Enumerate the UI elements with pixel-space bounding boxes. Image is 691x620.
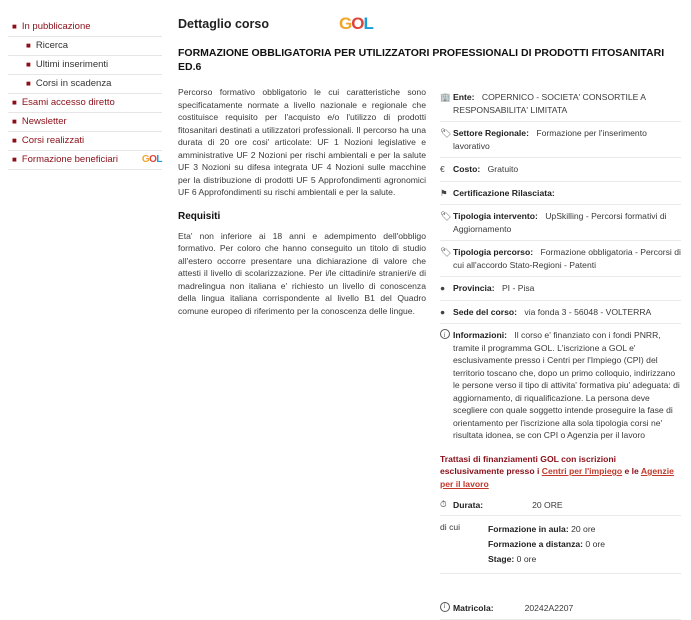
matricola-value: 20242A2207 [524, 603, 574, 613]
sidebar-item-label: Formazione beneficiari [21, 154, 118, 165]
location-icon: ● [440, 283, 446, 293]
sidebar-item-ricerca[interactable] [8, 37, 162, 56]
info-icon [440, 329, 453, 343]
page-title: Dettaglio corso [178, 17, 269, 31]
durata-sub-item-value: 0 ore [516, 554, 537, 564]
detail-value: Formazione per l'inserimento lavorativo [453, 128, 647, 151]
detail-row-matricola [440, 596, 681, 620]
durata-sub-label: di cui [440, 522, 461, 532]
financing-note [440, 447, 681, 495]
tag-icon: 🏷 [440, 211, 452, 221]
bullet-icon: ■ [12, 136, 17, 145]
matricola-label: Matricola: [453, 603, 494, 613]
sidebar-item-corsi-in-scadenza[interactable] [8, 75, 162, 94]
link-agenzie-per-il-lavoro[interactable]: Agenzie per il lavoro [440, 466, 674, 489]
sidebar-item-formazione-beneficiari[interactable] [8, 151, 162, 170]
euro-icon: € [440, 164, 445, 174]
detail-row-sede [440, 301, 681, 325]
sidebar-item-ultimi-inserimenti[interactable] [8, 56, 162, 75]
detail-label: Provincia: [453, 283, 495, 293]
certificate-icon: ⚑ [440, 187, 448, 198]
durata-sub-item-label: Formazione a distanza: [488, 539, 584, 549]
sidebar-item-label: In pubblicazione [21, 21, 91, 32]
detail-row-tipologia-intervento [440, 205, 681, 241]
durata-value: 20 ORE [532, 499, 563, 510]
bullet-icon: ■ [12, 117, 17, 126]
detail-label: Costo: [453, 164, 481, 174]
page-header [178, 14, 681, 34]
main-content [170, 0, 691, 613]
gol-logo-icon: GOL [141, 154, 162, 165]
detail-label: Sede del corso: [453, 306, 517, 317]
durata-sub-item-value: 0 ore [585, 539, 606, 549]
sidebar-item-label: Ultimi inserimenti [35, 59, 109, 70]
durata-sub-item-label: Formazione in aula: [488, 524, 569, 534]
detail-value: Formazione obbligatoria - Percorsi di cui all'accordo Stato-Regioni - Patenti [453, 247, 681, 270]
detail-value: Gratuito [487, 164, 519, 174]
detail-value: COPERNICO - SOCIETA' CONSORTILE A RESPONSABILITA' LIMITATA [453, 92, 646, 115]
sidebar-item-label: Esami accesso diretto [21, 97, 115, 108]
sidebar-item-esami-accesso-diretto[interactable] [8, 94, 162, 113]
detail-value: Il corso e' finanziato con i fondi PNRR, tramite il programma GOL. L'iscrizione a GOL e' esclusivamente presso i Centri per l'Impiego (CPI) del territorio toscano che, dopo un primo colloquio, indirizzano le persone verso il tipo di attivita' formativa piu' adeguata: di aggiornamento, di riqualificazione. La persona deve scegliere con quale soggetto intende proseguire la fase di orientamento per l'iscrizione alla sola tipologia corsi ne' risultata idonea, se con CPI o Agenzia per il lavoro [453, 330, 680, 440]
course-details-column [440, 86, 681, 620]
bullet-icon: ■ [26, 41, 31, 50]
detail-label: Ente: [453, 92, 475, 102]
course-requirements: Eta' non inferiore ai 18 anni e adempimento dell'obbligo formativo. Per coloro che hanno conseguito un titolo di studio all'estero occorre presentare una dichiarazione di valore che attesti il livello di scolarizzazione. Per i/le cittadini/e stranieri/e di madrelingua non italiana e' richiesto un livello di conoscenza della lingua italiana corrispondente al livello B1 del Quadro comune europeo di riferimento per la conoscenza delle lingue. [178, 230, 426, 316]
course-description-column [178, 86, 426, 620]
tag-icon: 🏷 [440, 128, 452, 138]
course-title: FORMAZIONE OBBLIGATORIA PER UTILIZZATORI PROFESSIONALI DI PRODOTTI FITOSANITARI ED.6 [178, 47, 665, 73]
clock-icon: ⏱ [440, 499, 447, 509]
content-columns [178, 86, 681, 620]
detail-row-durata [440, 494, 681, 516]
course-description: Percorso formativo obbligatorio le cui caratteristiche sono specificatamente normate a livello nazionale e regionale che costituisce requisito per l'acquisto e/o l'utilizzo di prodotti fitosanitari destinati a utilizzatori professionali. Il percorso ha una durata di 20 ore cosi' articolate: UF 1 Nozioni legislative e amministrative UF 2 Nozioni per rischi ambientali e per la salute UF 3 Nozioni su difesa integrata UF 4 Nozioni sulle macchine per la distribuzione di prodotti UF 5 Approfondimenti agronomici UF 6 Approfondimenti su rischi ambientali e per la salute. [178, 87, 426, 197]
bullet-icon: ■ [12, 98, 17, 107]
location-icon: ● [440, 306, 446, 317]
durata-sub-item-value: 20 ore [571, 524, 596, 534]
detail-label: Settore Regionale: [453, 128, 529, 138]
detail-row-provincia [440, 277, 681, 301]
bullet-icon: ■ [12, 22, 17, 31]
sidebar-item-corsi-realizzati[interactable] [8, 132, 162, 151]
bullet-icon: ■ [26, 79, 31, 88]
detail-value: via fonda 3 - 56048 - VOLTERRA [524, 306, 652, 317]
sidebar-item-label: Corsi in scadenza [35, 78, 112, 89]
detail-row-informazioni [440, 324, 681, 447]
detail-label: Certificazione Rilasciata: [453, 187, 555, 198]
detail-label: Informazioni: [453, 330, 507, 340]
detail-row-certificazione [440, 182, 681, 206]
durata-sub-item [488, 552, 605, 567]
durata-sub-item [488, 537, 605, 552]
durata-sub-item-label: Stage: [488, 554, 515, 564]
note-middle: e le [622, 466, 641, 476]
info-icon [440, 602, 453, 614]
detail-value: UpSkilling - Percorsi formativi di Aggiornamento [453, 211, 667, 234]
detail-row-ente [440, 86, 681, 122]
bullet-icon: ■ [26, 60, 31, 69]
link-centri-per-limpiego[interactable]: Centri per l'impiego [541, 466, 623, 476]
tag-icon: 🏷 [440, 247, 452, 257]
building-icon: 🏢 [440, 92, 451, 102]
sidebar-item-newsletter[interactable] [8, 113, 162, 132]
detail-row-costo [440, 158, 681, 182]
sidebar-item-label: Corsi realizzati [21, 135, 85, 146]
sidebar-item-in-pubblicazione[interactable] [8, 18, 162, 37]
sidebar-item-label: Newsletter [21, 116, 67, 127]
detail-value: PI - Pisa [501, 283, 535, 293]
detail-label: Tipologia percorso: [453, 247, 534, 257]
bullet-icon: ■ [12, 155, 17, 164]
requirements-title: Requisiti [178, 210, 221, 222]
detail-label: Tipologia intervento: [453, 211, 538, 221]
durata-label: Durata: [453, 499, 484, 510]
sidebar-item-label: Ricerca [35, 40, 69, 51]
detail-row-tipologia-percorso [440, 241, 681, 277]
durata-sub-item [488, 522, 605, 537]
durata-breakdown [440, 516, 681, 574]
note-prefix: Trattasi di finanziamenti GOL con iscrizioni esclusivamente presso i [440, 453, 617, 476]
sidebar [0, 0, 170, 553]
gol-logo-icon: GOL [339, 14, 373, 33]
detail-row-settore-regionale [440, 122, 681, 158]
